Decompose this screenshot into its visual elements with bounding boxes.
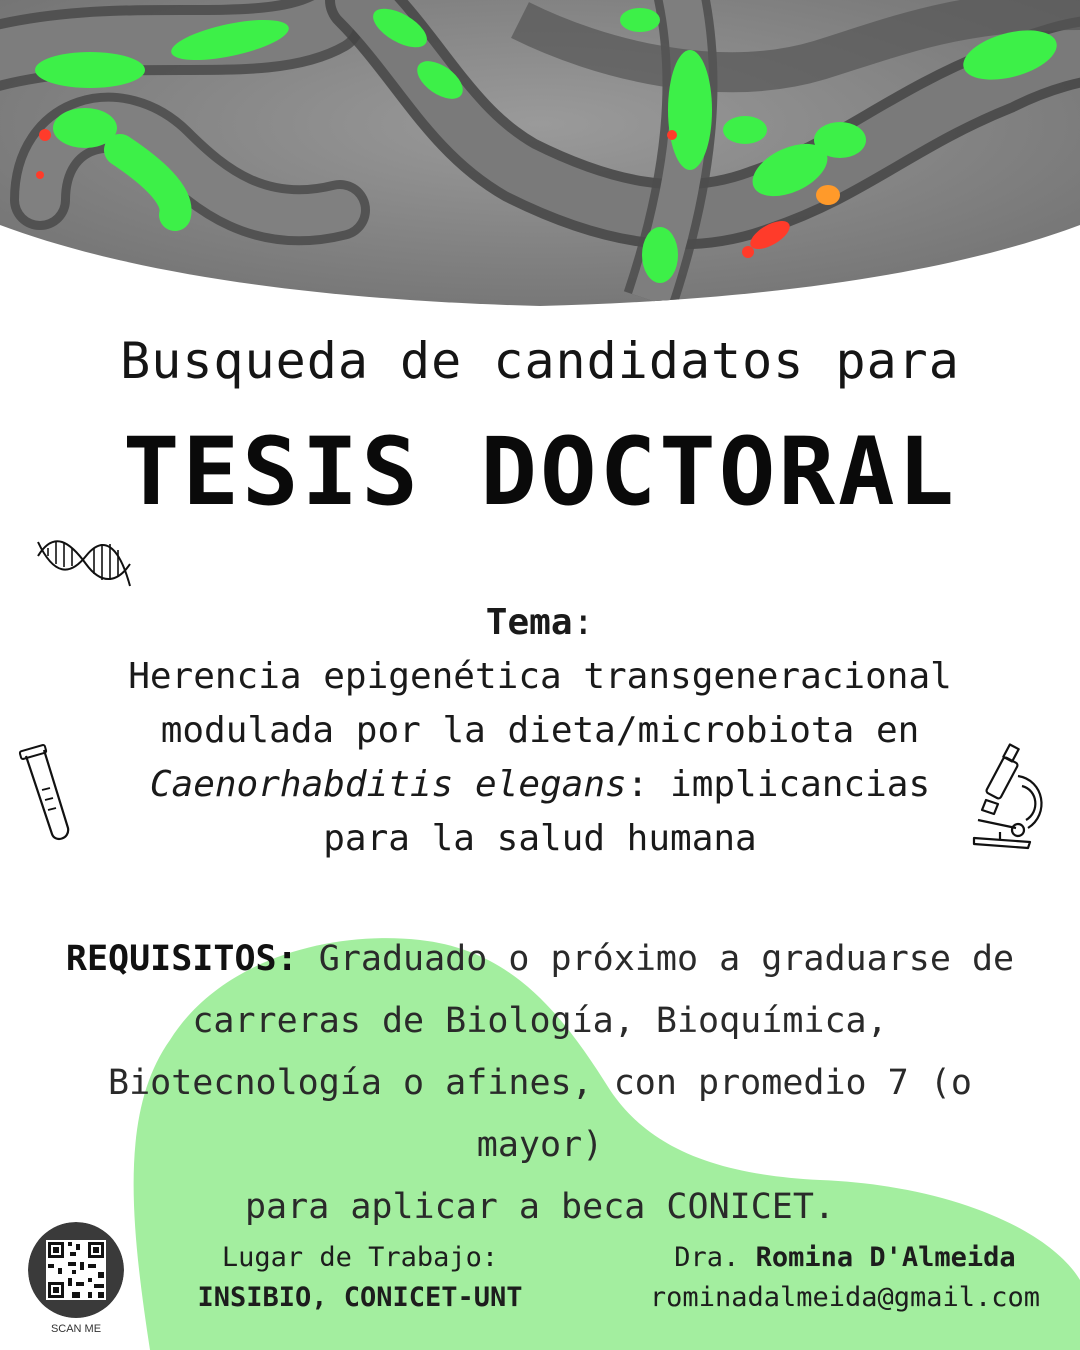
requirements-text-1: Graduado o próximo a graduarse de — [318, 939, 1015, 979]
topic-block — [90, 596, 990, 866]
requirements-line-2: carreras de Biología, Bioquímica, — [192, 1001, 888, 1041]
requirements-label: REQUISITOS: — [65, 939, 298, 979]
topic-colon: : — [572, 602, 595, 643]
requirements-line-4: para aplicar a beca CONICET. — [244, 1187, 835, 1227]
contact-email[interactable]: rominadalmeida@gmail.com — [649, 1282, 1041, 1313]
qr-caption: SCAN ME — [50, 1323, 102, 1335]
topic-label-line — [90, 596, 990, 650]
requirements-line-1 — [40, 928, 1040, 990]
topic-line-1: Herencia epigenética transgeneracional — [128, 656, 952, 697]
topic-line-3-rest: : implicancias — [626, 764, 931, 805]
topic-label: Tema — [485, 602, 573, 643]
workplace-value — [180, 1278, 540, 1318]
workplace-name: INSIBIO, CONICET-UNT — [197, 1282, 523, 1313]
topic-line-3 — [90, 758, 990, 812]
workplace-block — [180, 1238, 540, 1318]
workplace-label: Lugar de Trabajo: — [221, 1242, 499, 1273]
topic-line-4: para la salud humana — [323, 818, 757, 859]
contact-name: Romina D'Almeida — [755, 1242, 1016, 1273]
species-name: Caenorhabditis elegans — [149, 764, 627, 805]
qr-code-icon[interactable] — [28, 1222, 124, 1318]
requirements-block — [40, 928, 1040, 1238]
requirements-line-3: Biotecnología o afines, con promedio 7 (o mayor) — [108, 1063, 972, 1165]
page-title: TESIS DOCTORAL — [122, 418, 958, 527]
contact-prefix: Dra. — [674, 1242, 740, 1273]
c-elegans-microscopy-image — [0, 0, 1080, 310]
test-tube-icon — [18, 742, 82, 846]
contact-block — [610, 1238, 1080, 1318]
contact-name-line — [610, 1238, 1080, 1278]
subtitle: Busqueda de candidatos para — [120, 332, 960, 390]
topic-line-2: modulada por la dieta/microbiota en — [160, 710, 920, 751]
dna-icon — [34, 534, 134, 594]
